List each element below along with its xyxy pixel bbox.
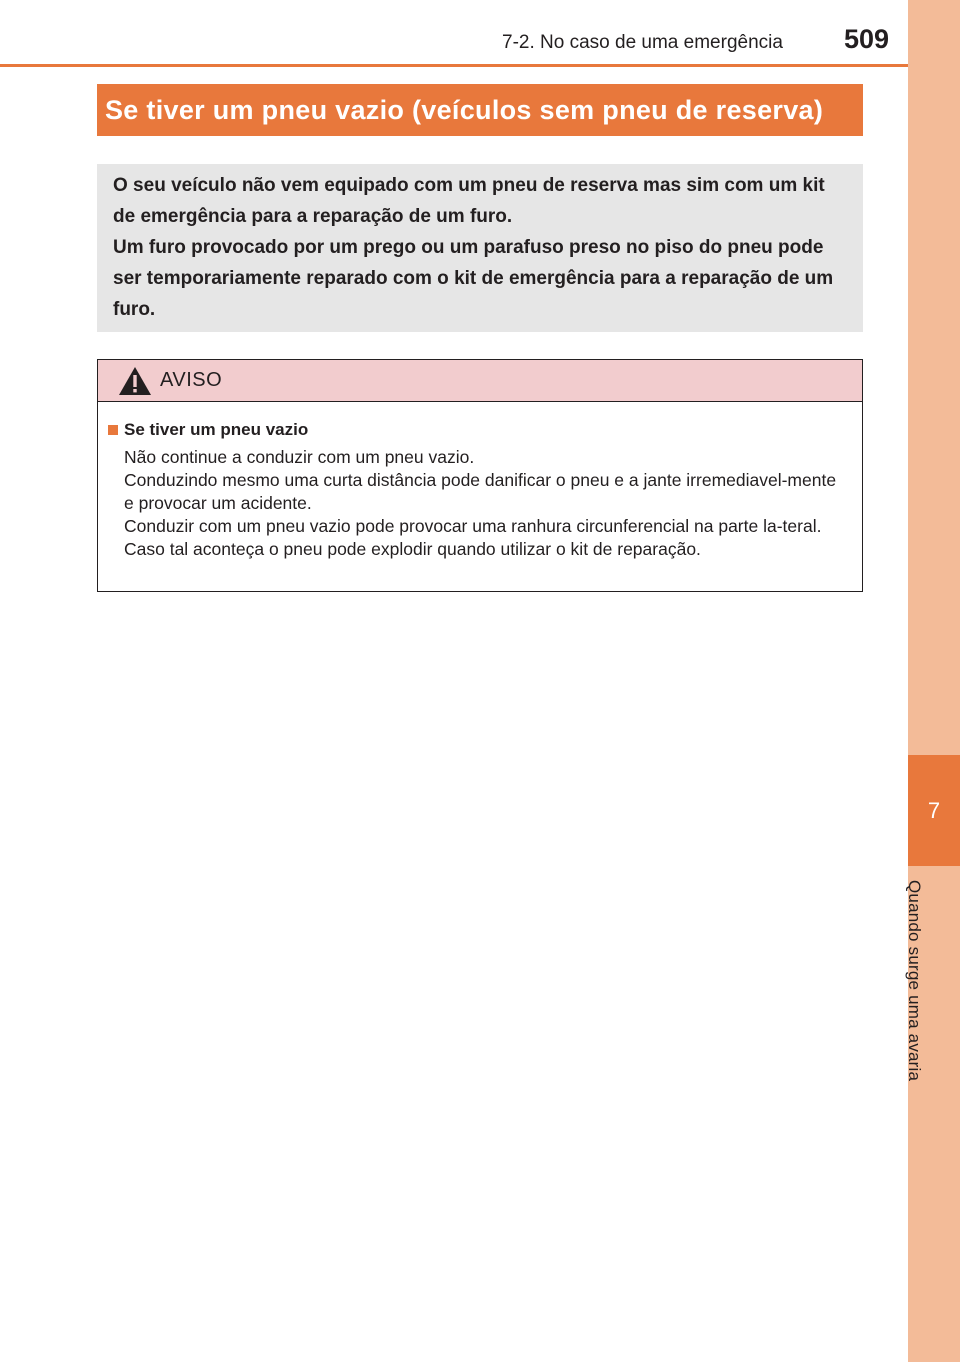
warning-paragraph: Conduzir com um pneu vazio pode provocar uma ranhura circunferencial na parte la-teral. Caso tal aconteça o pneu pode explodir quando utilizar o kit de reparação. [124, 516, 822, 559]
intro-box [97, 164, 863, 332]
warning-subtitle-text: Se tiver um pneu vazio [124, 420, 309, 439]
section-title [97, 84, 863, 136]
warning-paragraph: Conduzindo mesmo uma curta distância pode danificar o pneu e a jante irremediavel-mente e provocar um acidente. [124, 470, 837, 513]
section-header: 7-2. No caso de uma emergência [502, 32, 783, 53]
side-tab [908, 0, 960, 1362]
intro-paragraph: O seu veículo não vem equipado com um pneu de reserva mas sim com um kit de emergência para a reparação de um furo. [113, 175, 825, 227]
warning-paragraph: Não continue a conduzir com um pneu vazio. [124, 447, 475, 467]
chapter-number: 7 [908, 755, 960, 866]
chapter-label: Quando surge uma avaria [905, 880, 924, 1082]
warning-text [124, 446, 846, 561]
warning-body [98, 402, 862, 561]
square-bullet-icon [108, 425, 118, 435]
warning-title: AVISO [160, 369, 223, 391]
warning-header [98, 360, 862, 402]
section-title-text: Se tiver um pneu vazio (veículos sem pneu de reserva) [105, 94, 824, 125]
warning-triangle-icon [118, 366, 152, 396]
header-rule [0, 64, 908, 67]
warning-subtitle [108, 420, 846, 440]
page-number: 509 [844, 24, 890, 54]
warning-box [97, 359, 863, 592]
intro-paragraph: Um furo provocado por um prego ou um parafuso preso no piso do pneu pode ser temporariamente reparado com o kit de emergência para a reparação de um furo. [113, 237, 834, 320]
